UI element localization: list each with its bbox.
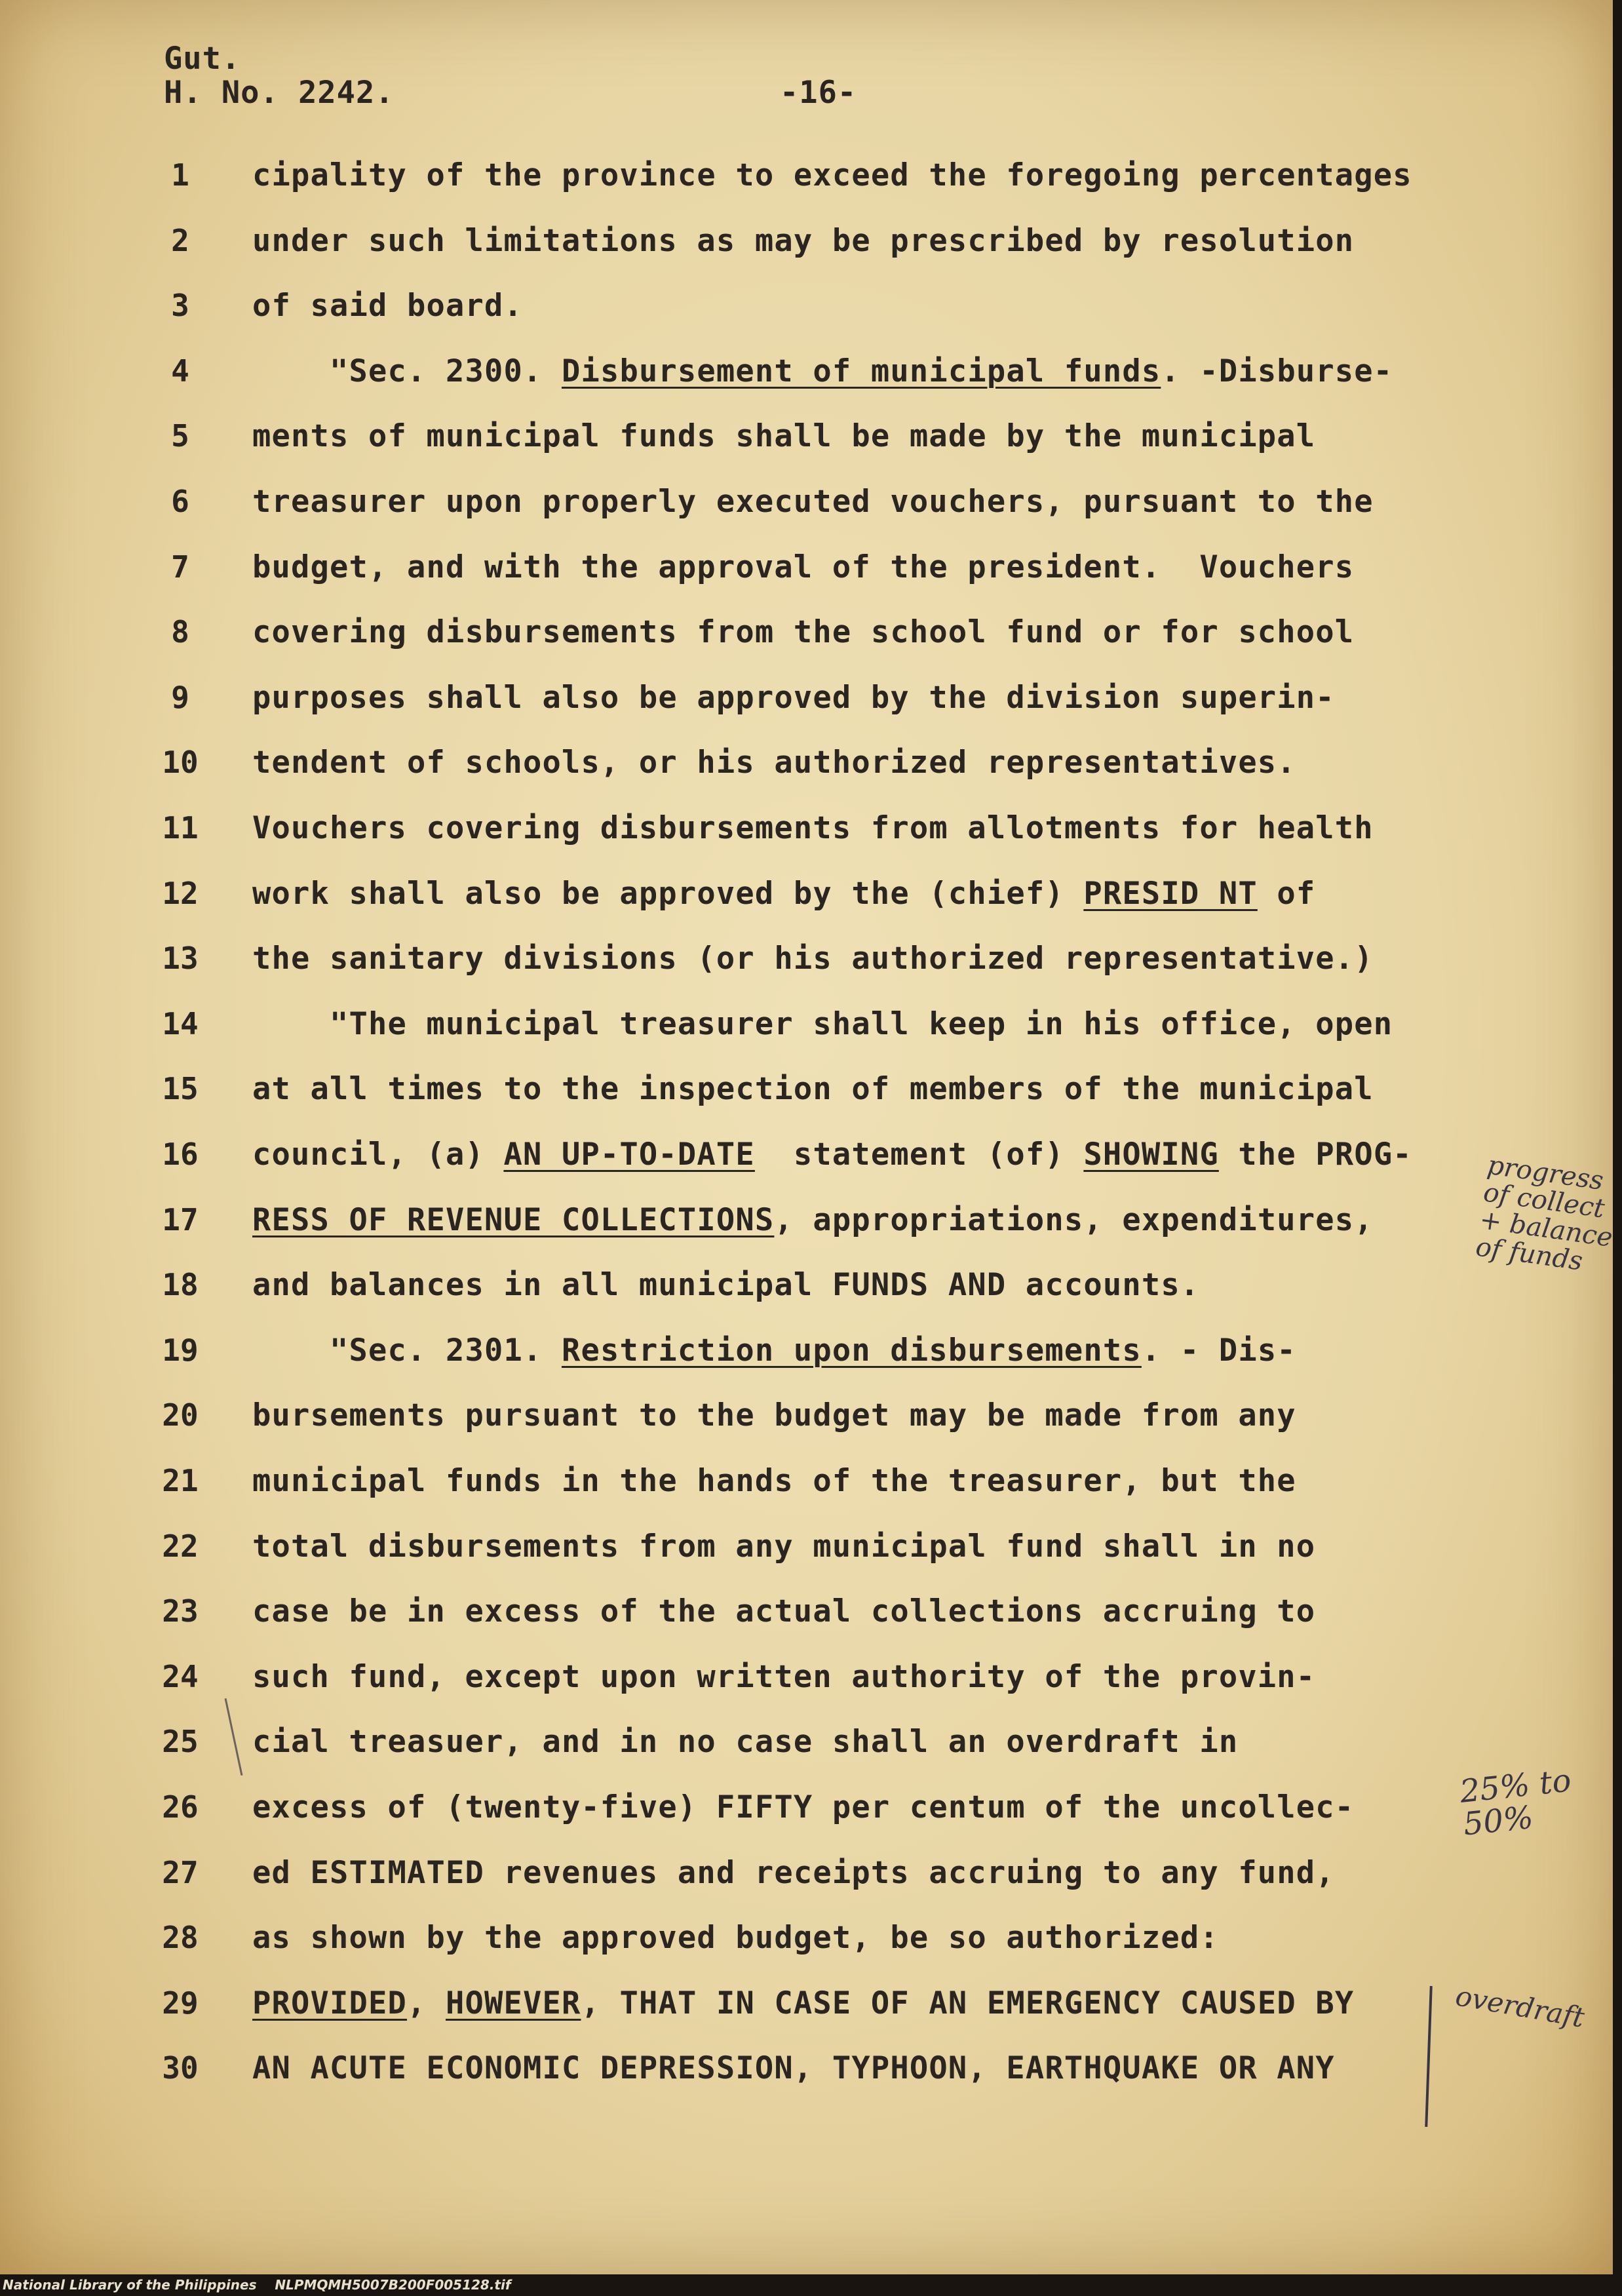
- text-segment: council, (a): [252, 1137, 504, 1173]
- line-text: [252, 1528, 1315, 1565]
- document-line: [0, 1071, 1613, 1136]
- text-segment: work shall also be approved by the (chief): [252, 875, 1084, 912]
- line-text: [252, 549, 1354, 585]
- line-text: [252, 157, 1412, 193]
- document-line: [0, 680, 1613, 745]
- text-segment: ,: [406, 1985, 446, 2021]
- document-line: [0, 1724, 1613, 1789]
- text-segment: total disbursements from any municipal fund shall in no: [252, 1528, 1316, 1565]
- text-segment: . - Dis-: [1141, 1332, 1296, 1369]
- line-text: [252, 1463, 1296, 1499]
- document-line: [0, 1463, 1613, 1528]
- line-text: [252, 941, 1374, 977]
- underlined-text: Disbursement of municipal funds: [561, 353, 1161, 389]
- line-text: [252, 876, 1315, 912]
- text-segment: treasurer upon properly executed vouchers, pursuant to the: [252, 484, 1374, 520]
- document-line: [0, 223, 1613, 288]
- text-segment: at all times to the inspection of members of the municipal: [252, 1071, 1374, 1108]
- document-line: [0, 549, 1613, 614]
- line-number: 23: [162, 1593, 199, 1629]
- document-line: [0, 157, 1613, 222]
- text-segment: excess of (twenty-five) FIFTY per centum of the uncollec-: [252, 1789, 1355, 1825]
- text-segment: municipal funds in the hands of the treasurer, but the: [252, 1463, 1296, 1499]
- document-line: [0, 745, 1613, 809]
- line-text: [252, 745, 1296, 781]
- line-text: [252, 1724, 1238, 1760]
- text-segment: ed ESTIMATED revenues and receipts accruing to any fund,: [252, 1854, 1335, 1891]
- text-segment: ments of municipal funds shall be made by the municipal: [252, 418, 1316, 455]
- line-number: 19: [162, 1332, 199, 1368]
- document-line: [0, 810, 1613, 875]
- line-number: 4: [171, 353, 189, 389]
- line-number: 20: [162, 1397, 199, 1433]
- line-number: 15: [162, 1071, 199, 1107]
- document-line: [0, 288, 1613, 353]
- line-number: 30: [162, 2050, 199, 2086]
- line-number: 3: [171, 288, 189, 324]
- text-segment: , THAT IN CASE OF AN EMERGENCY CAUSED BY: [581, 1985, 1355, 2021]
- text-segment: case be in excess of the actual collections accruing to: [252, 1593, 1316, 1630]
- line-text: [252, 1397, 1296, 1433]
- line-text: [252, 1006, 1393, 1042]
- text-segment: the sanitary divisions (or his authorized representative.): [252, 941, 1374, 977]
- line-text: [252, 353, 1393, 389]
- document-line: [0, 1333, 1613, 1397]
- line-number: 7: [171, 549, 189, 585]
- line-number: 17: [162, 1201, 199, 1237]
- line-number: 2: [171, 222, 189, 258]
- text-segment: "Sec. 2300.: [252, 353, 562, 389]
- line-text: [252, 288, 523, 324]
- header-gut: Gut.: [164, 41, 241, 77]
- text-segment: the PROG-: [1218, 1137, 1412, 1173]
- text-segment: under such limitations as may be prescribed by resolution: [252, 222, 1355, 259]
- line-number: 29: [162, 1985, 199, 2021]
- text-segment: "The municipal treasurer shall keep in his office, open: [252, 1005, 1393, 1042]
- line-text: [252, 1593, 1315, 1629]
- line-number: 8: [171, 614, 189, 650]
- underlined-text: PRESID NT: [1083, 875, 1258, 912]
- text-segment: cipality of the province to exceed the foregoing percentages: [252, 157, 1412, 193]
- line-text: [252, 1202, 1374, 1238]
- line-number: 9: [171, 679, 189, 715]
- line-text: [252, 614, 1354, 650]
- line-text: [252, 2050, 1335, 2086]
- line-number: 10: [162, 745, 199, 781]
- line-number: 12: [162, 875, 199, 911]
- line-number: 14: [162, 1005, 199, 1041]
- underlined-text: PROVIDED: [252, 1985, 407, 2021]
- line-text: [252, 1985, 1354, 2021]
- line-number: 1: [171, 157, 189, 193]
- line-text: [252, 1855, 1335, 1891]
- underlined-text: Restriction upon disbursements: [561, 1332, 1142, 1369]
- document-line: [0, 941, 1613, 1005]
- document-line: [0, 1659, 1613, 1724]
- document-line: [0, 1006, 1613, 1071]
- line-number: 22: [162, 1528, 199, 1564]
- text-segment: , appropriations, expenditures,: [774, 1201, 1374, 1238]
- document-line: [0, 1137, 1613, 1201]
- text-segment: tendent of schools, or his authorized representatives.: [252, 745, 1296, 781]
- document-line: [0, 1593, 1613, 1658]
- line-number: 25: [162, 1724, 199, 1760]
- line-number: 6: [171, 484, 189, 519]
- handwritten-note-overdraft: overdraft: [1453, 1979, 1587, 2034]
- line-number: 13: [162, 941, 199, 977]
- text-segment: statement (of): [754, 1137, 1084, 1173]
- handwritten-note-percent: 25% to 50%: [1458, 1762, 1573, 1843]
- text-segment: AN ACUTE ECONOMIC DEPRESSION, TYPHOON, EARTHQUAKE OR ANY: [252, 2050, 1335, 2087]
- line-number: 5: [171, 418, 189, 454]
- document-line: [0, 1397, 1613, 1462]
- document-line: [0, 1267, 1613, 1332]
- text-segment: of said board.: [252, 288, 523, 324]
- line-text: [252, 1659, 1315, 1695]
- line-number: 16: [162, 1137, 199, 1172]
- document-line: [0, 876, 1613, 941]
- handwritten-note-progress: progress of collect + balance of funds: [1474, 1150, 1615, 1277]
- document-line: [0, 418, 1613, 483]
- line-text: [252, 1137, 1412, 1173]
- line-number: 24: [162, 1658, 199, 1694]
- text-segment: purposes shall also be approved by the division superin-: [252, 679, 1335, 716]
- line-text: [252, 418, 1315, 454]
- page-number: -16-: [780, 75, 857, 111]
- text-segment: of: [1257, 875, 1316, 912]
- text-segment: covering disbursements from the school fund or for school: [252, 614, 1355, 651]
- line-text: [252, 1267, 1199, 1303]
- text-segment: cial treasuer, and in no case shall an overdraft in: [252, 1724, 1239, 1761]
- line-number: 28: [162, 1920, 199, 1956]
- text-segment: such fund, except upon written authority of the provin-: [252, 1658, 1316, 1695]
- text-segment: as shown by the approved budget, be so authorized:: [252, 1920, 1219, 1956]
- document-line: [0, 614, 1613, 679]
- line-text: [252, 1789, 1354, 1825]
- document-line: [0, 2050, 1613, 2115]
- line-text: [252, 223, 1354, 259]
- line-number: 18: [162, 1267, 199, 1303]
- scan-footer: National Library of the Philippines NLPMQMH5007B200F005128.tif: [0, 2274, 1615, 2296]
- underlined-text: RESS OF REVENUE COLLECTIONS: [252, 1201, 775, 1238]
- line-number: 27: [162, 1854, 199, 1890]
- text-segment: bursements pursuant to the budget may be made from any: [252, 1397, 1296, 1434]
- line-text: [252, 1920, 1219, 1956]
- line-text: [252, 680, 1335, 716]
- line-number: 11: [162, 810, 199, 846]
- line-number: 26: [162, 1789, 199, 1825]
- header-bill-number: H. No. 2242.: [164, 75, 395, 111]
- document-line: [0, 1855, 1613, 1920]
- underlined-text: SHOWING: [1083, 1137, 1219, 1173]
- text-segment: . -Disburse-: [1161, 353, 1393, 389]
- line-text: [252, 810, 1374, 846]
- document-line: [0, 484, 1613, 549]
- document-line: [0, 1202, 1613, 1267]
- line-text: [252, 1333, 1296, 1369]
- document-line: [0, 1528, 1613, 1593]
- text-segment: budget, and with the approval of the president. Vouchers: [252, 549, 1355, 585]
- document-line: [0, 1920, 1613, 1985]
- text-segment: Vouchers covering disbursements from allotments for health: [252, 810, 1374, 846]
- document-line: [0, 1789, 1613, 1854]
- line-text: [252, 484, 1374, 520]
- line-text: [252, 1071, 1374, 1107]
- underlined-text: AN UP-TO-DATE: [503, 1137, 755, 1173]
- document-line: [0, 1985, 1613, 2050]
- text-segment: and balances in all municipal FUNDS AND accounts.: [252, 1267, 1200, 1304]
- line-number: 21: [162, 1463, 199, 1498]
- document-line: [0, 353, 1613, 418]
- text-segment: "Sec. 2301.: [252, 1332, 562, 1369]
- underlined-text: HOWEVER: [445, 1985, 581, 2021]
